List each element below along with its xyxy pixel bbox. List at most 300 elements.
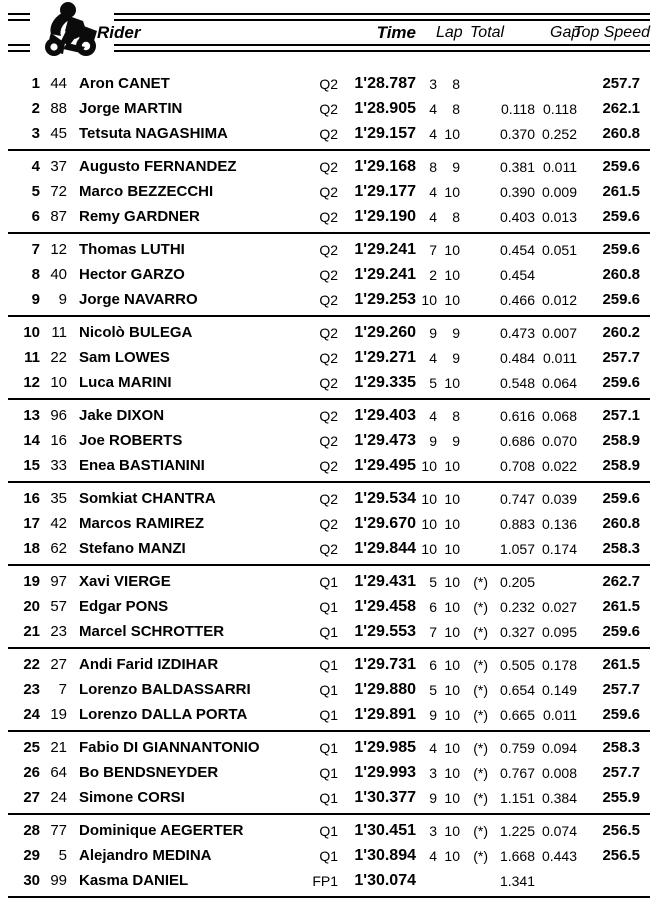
row-group xyxy=(8,151,650,234)
rider-number: 96 xyxy=(50,407,67,424)
session-label: Q2 xyxy=(319,241,338,258)
lap-number: 10 xyxy=(421,457,437,474)
lap-number: 4 xyxy=(429,739,437,756)
session-label: Q2 xyxy=(319,490,338,507)
top-speed: 257.1 xyxy=(602,407,640,424)
gap-to-leader: 1.341 xyxy=(499,872,535,889)
gap-to-leader: 0.686 xyxy=(499,432,535,449)
position-number: 13 xyxy=(23,407,40,424)
gap-to-leader: 0.205 xyxy=(499,573,535,590)
total-laps: 9 xyxy=(452,432,460,449)
lap-time: 1'29.260 xyxy=(354,323,416,341)
gap-to-previous: 0.064 xyxy=(541,374,577,391)
rider-name: Bo BENDSNEYDER xyxy=(79,764,219,781)
position-number: 22 xyxy=(23,656,40,673)
total-laps: 9 xyxy=(452,349,460,366)
rider-number: 97 xyxy=(50,573,67,590)
top-speed: 260.8 xyxy=(602,266,640,283)
rider-name: Fabio DI GIANNANTONIO xyxy=(79,739,260,756)
position-number: 24 xyxy=(23,706,40,723)
rider-name: Andi Farid IZDIHAR xyxy=(79,656,219,673)
lap-number: 3 xyxy=(429,75,437,92)
position-number: 7 xyxy=(31,241,40,258)
rider-number: 40 xyxy=(50,266,67,283)
session-label: Q1 xyxy=(319,656,338,673)
total-laps: 8 xyxy=(452,75,460,92)
top-speed: 258.9 xyxy=(602,457,640,474)
total-laps: 10 xyxy=(444,540,460,557)
rider-name: Xavi VIERGE xyxy=(79,573,171,590)
position-number: 3 xyxy=(31,125,40,142)
rider-name: Augusto FERNANDEZ xyxy=(79,158,237,175)
gap-to-leader: 0.232 xyxy=(499,598,535,615)
top-speed: 260.8 xyxy=(602,125,640,142)
top-speed: 256.5 xyxy=(602,847,640,864)
gap-to-previous: 0.074 xyxy=(541,822,577,839)
total-laps: 10 xyxy=(444,490,460,507)
position-number: 15 xyxy=(23,457,40,474)
session-label: Q1 xyxy=(319,573,338,590)
total-laps: 10 xyxy=(444,656,460,673)
rider-name: Aron CANET xyxy=(79,75,170,92)
column-header-rider: Rider xyxy=(97,23,141,42)
row-group xyxy=(8,649,650,732)
total-laps: 10 xyxy=(444,681,460,698)
lap-time: 1'29.473 xyxy=(354,431,416,449)
lap-number: 4 xyxy=(429,847,437,864)
rider-name: Stefano MANZI xyxy=(79,540,186,557)
column-header-top-speed: Top Speed xyxy=(573,24,650,41)
session-label: Q1 xyxy=(319,822,338,839)
table-row xyxy=(8,511,650,536)
top-speed: 258.9 xyxy=(602,432,640,449)
top-speed: 255.9 xyxy=(602,789,640,806)
table-row xyxy=(8,154,650,179)
gap-to-leader: 1.225 xyxy=(499,822,535,839)
position-number: 8 xyxy=(31,266,40,283)
top-speed: 259.6 xyxy=(602,208,640,225)
rider-number: 77 xyxy=(50,822,67,839)
lap-number: 6 xyxy=(429,598,437,615)
gap-to-leader: 0.505 xyxy=(499,656,535,673)
rider-number: 27 xyxy=(50,656,67,673)
gap-to-leader: 0.654 xyxy=(499,681,535,698)
rider-name: Lorenzo DALLA PORTA xyxy=(79,706,248,723)
top-speed: 256.5 xyxy=(602,822,640,839)
position-number: 21 xyxy=(23,623,40,640)
table-row xyxy=(8,453,650,478)
position-number: 27 xyxy=(23,789,40,806)
rider-number: 99 xyxy=(50,872,67,889)
lap-number: 5 xyxy=(429,681,437,698)
top-speed: 261.5 xyxy=(602,183,640,200)
position-number: 9 xyxy=(31,291,40,308)
lap-number: 3 xyxy=(429,764,437,781)
lap-time: 1'29.670 xyxy=(354,514,416,532)
table-row xyxy=(8,96,650,121)
lap-time: 1'30.074 xyxy=(354,871,416,889)
rider-number: 7 xyxy=(58,681,67,698)
rider-number: 37 xyxy=(50,158,67,175)
table-row xyxy=(8,179,650,204)
position-number: 4 xyxy=(31,158,40,175)
gap-to-previous: 0.252 xyxy=(541,125,577,142)
lap-time: 1'30.377 xyxy=(354,788,416,806)
session-label: Q1 xyxy=(319,706,338,723)
table-row xyxy=(8,785,650,810)
gap-to-previous: 0.174 xyxy=(541,540,577,557)
session-label: Q2 xyxy=(319,100,338,117)
table-row xyxy=(8,619,650,644)
session-label: Q2 xyxy=(319,158,338,175)
q1-marker: (*) xyxy=(473,656,488,673)
lap-time: 1'29.553 xyxy=(354,622,416,640)
gap-to-leader: 0.548 xyxy=(499,374,535,391)
position-number: 26 xyxy=(23,764,40,781)
session-label: Q1 xyxy=(319,764,338,781)
gap-to-previous: 0.013 xyxy=(541,208,577,225)
gap-to-leader: 0.616 xyxy=(499,407,535,424)
lap-time: 1'29.168 xyxy=(354,157,416,175)
session-label: Q1 xyxy=(319,598,338,615)
top-speed: 262.1 xyxy=(602,100,640,117)
top-speed: 257.7 xyxy=(602,764,640,781)
lap-time: 1'29.271 xyxy=(354,348,416,366)
top-speed: 257.7 xyxy=(602,681,640,698)
gap-to-previous: 0.149 xyxy=(541,681,577,698)
gap-to-previous: 0.178 xyxy=(541,656,577,673)
table-row xyxy=(8,843,650,868)
total-laps: 10 xyxy=(444,515,460,532)
q1-marker: (*) xyxy=(473,681,488,698)
lap-number: 7 xyxy=(429,623,437,640)
total-laps: 10 xyxy=(444,266,460,283)
gap-to-leader: 0.390 xyxy=(499,183,535,200)
rider-name: Simone CORSI xyxy=(79,789,185,806)
gap-to-previous: 0.022 xyxy=(541,457,577,474)
table-row xyxy=(8,403,650,428)
table-row xyxy=(8,486,650,511)
lap-time: 1'28.905 xyxy=(354,99,416,117)
total-laps: 10 xyxy=(444,847,460,864)
top-speed: 260.2 xyxy=(602,324,640,341)
lap-number: 9 xyxy=(429,324,437,341)
session-label: Q2 xyxy=(319,183,338,200)
lap-number: 10 xyxy=(421,515,437,532)
rider-number: 57 xyxy=(50,598,67,615)
lap-time: 1'29.731 xyxy=(354,655,416,673)
total-laps: 10 xyxy=(444,457,460,474)
lap-time: 1'29.177 xyxy=(354,182,416,200)
rider-name: Jorge MARTIN xyxy=(79,100,183,117)
top-speed: 259.6 xyxy=(602,623,640,640)
gap-to-leader: 0.466 xyxy=(499,291,535,308)
rider-number: 19 xyxy=(50,706,67,723)
gap-to-previous: 0.007 xyxy=(541,324,577,341)
top-speed: 259.6 xyxy=(602,241,640,258)
rider-name: Edgar PONS xyxy=(79,598,169,615)
session-label: FP1 xyxy=(312,872,338,889)
q1-marker: (*) xyxy=(473,573,488,590)
rider-number: 35 xyxy=(50,490,67,507)
session-label: Q2 xyxy=(319,291,338,308)
lap-number: 5 xyxy=(429,374,437,391)
session-label: Q2 xyxy=(319,266,338,283)
gap-to-previous: 0.012 xyxy=(541,291,577,308)
rider-number: 9 xyxy=(58,291,67,308)
gap-to-leader: 0.708 xyxy=(499,457,535,474)
position-number: 1 xyxy=(31,75,40,92)
gap-to-leader: 0.370 xyxy=(499,125,535,142)
q1-marker: (*) xyxy=(473,739,488,756)
results-table xyxy=(0,68,658,898)
table-row xyxy=(8,735,650,760)
session-label: Q2 xyxy=(319,75,338,92)
rider-name: Marcos RAMIREZ xyxy=(79,515,205,532)
position-number: 28 xyxy=(23,822,40,839)
gap-to-previous: 0.011 xyxy=(543,158,577,175)
position-number: 19 xyxy=(23,573,40,590)
rider-number: 42 xyxy=(50,515,67,532)
gap-to-previous: 0.136 xyxy=(541,515,577,532)
gap-to-previous: 0.070 xyxy=(541,432,577,449)
session-label: Q2 xyxy=(319,324,338,341)
rider-name: Jake DIXON xyxy=(79,407,165,424)
rider-number: 21 xyxy=(50,739,67,756)
session-label: Q1 xyxy=(319,789,338,806)
top-speed: 262.7 xyxy=(602,573,640,590)
gap-to-previous: 0.384 xyxy=(541,789,577,806)
gap-to-leader: 1.057 xyxy=(499,540,535,557)
rider-name: Marco BEZZECCHI xyxy=(79,183,214,200)
lap-number: 3 xyxy=(429,822,437,839)
table-row xyxy=(8,818,650,843)
total-laps: 8 xyxy=(452,407,460,424)
table-row xyxy=(8,594,650,619)
lap-time: 1'30.451 xyxy=(354,821,416,839)
session-label: Q1 xyxy=(319,739,338,756)
lap-time: 1'29.534 xyxy=(354,489,416,507)
gap-to-leader: 0.381 xyxy=(499,158,535,175)
table-row xyxy=(8,237,650,262)
lap-number: 10 xyxy=(421,540,437,557)
position-number: 20 xyxy=(23,598,40,615)
total-laps: 10 xyxy=(444,739,460,756)
top-speed: 260.8 xyxy=(602,515,640,532)
table-row xyxy=(8,702,650,727)
lap-number: 4 xyxy=(429,349,437,366)
gap-to-leader: 0.454 xyxy=(499,241,535,258)
gap-to-previous: 0.011 xyxy=(543,349,577,366)
gap-to-previous: 0.027 xyxy=(541,598,577,615)
column-header-gap: Gap xyxy=(550,24,581,41)
top-speed: 258.3 xyxy=(602,739,640,756)
rider-number: 24 xyxy=(50,789,67,806)
position-number: 25 xyxy=(23,739,40,756)
total-laps: 10 xyxy=(444,789,460,806)
gap-to-previous: 0.095 xyxy=(541,623,577,640)
gap-to-leader: 0.484 xyxy=(499,349,535,366)
rider-number: 62 xyxy=(50,540,67,557)
row-group xyxy=(8,234,650,317)
table-row xyxy=(8,569,650,594)
gap-to-leader: 0.759 xyxy=(499,739,535,756)
lap-number: 2 xyxy=(429,266,437,283)
lap-number: 4 xyxy=(429,407,437,424)
lap-time: 1'29.993 xyxy=(354,763,416,781)
total-laps: 10 xyxy=(444,374,460,391)
session-label: Q1 xyxy=(319,847,338,864)
lap-time: 1'30.894 xyxy=(354,846,416,864)
total-laps: 9 xyxy=(452,158,460,175)
q1-marker: (*) xyxy=(473,847,488,864)
gap-to-previous: 0.008 xyxy=(541,764,577,781)
session-label: Q2 xyxy=(319,407,338,424)
q1-marker: (*) xyxy=(473,822,488,839)
lap-number: 4 xyxy=(429,208,437,225)
total-laps: 9 xyxy=(452,324,460,341)
rider-name: Dominique AEGERTER xyxy=(79,822,244,839)
table-row xyxy=(8,121,650,146)
lap-time: 1'29.458 xyxy=(354,597,416,615)
position-number: 18 xyxy=(23,540,40,557)
rider-name: Hector GARZO xyxy=(79,266,185,283)
rider-name: Remy GARDNER xyxy=(79,208,200,225)
row-group xyxy=(8,317,650,400)
position-number: 14 xyxy=(23,432,40,449)
session-label: Q2 xyxy=(319,515,338,532)
lap-time: 1'29.880 xyxy=(354,680,416,698)
position-number: 6 xyxy=(31,208,40,225)
table-row xyxy=(8,204,650,229)
session-label: Q2 xyxy=(319,432,338,449)
top-speed: 259.6 xyxy=(602,706,640,723)
gap-to-previous: 0.039 xyxy=(541,490,577,507)
top-speed: 257.7 xyxy=(602,349,640,366)
table-row xyxy=(8,677,650,702)
lap-time: 1'29.891 xyxy=(354,705,416,723)
rider-name: Kasma DANIEL xyxy=(79,872,189,889)
lap-time: 1'28.787 xyxy=(354,74,416,92)
gap-to-previous: 0.011 xyxy=(543,706,577,723)
gap-to-leader: 0.327 xyxy=(499,623,535,640)
lap-number: 9 xyxy=(429,432,437,449)
session-label: Q2 xyxy=(319,125,338,142)
table-row xyxy=(8,370,650,395)
lap-number: 10 xyxy=(421,490,437,507)
total-laps: 10 xyxy=(444,125,460,142)
lap-time: 1'29.403 xyxy=(354,406,416,424)
rider-name: Joe ROBERTS xyxy=(79,432,183,449)
position-number: 29 xyxy=(23,847,40,864)
table-row xyxy=(8,345,650,370)
lap-number: 9 xyxy=(429,789,437,806)
lap-number: 6 xyxy=(429,656,437,673)
session-label: Q2 xyxy=(319,540,338,557)
session-label: Q2 xyxy=(319,349,338,366)
top-speed: 259.6 xyxy=(602,158,640,175)
gap-to-leader: 1.668 xyxy=(499,847,535,864)
lap-time: 1'29.431 xyxy=(354,572,416,590)
gap-to-leader: 0.883 xyxy=(499,515,535,532)
row-group xyxy=(8,732,650,815)
lap-number: 4 xyxy=(429,183,437,200)
table-row xyxy=(8,428,650,453)
session-label: Q2 xyxy=(319,208,338,225)
gap-to-previous: 0.094 xyxy=(541,739,577,756)
lap-time: 1'29.335 xyxy=(354,373,416,391)
position-number: 5 xyxy=(31,183,40,200)
lap-number: 4 xyxy=(429,100,437,117)
position-number: 12 xyxy=(23,374,40,391)
table-row xyxy=(8,262,650,287)
gap-to-previous: 0.443 xyxy=(541,847,577,864)
rider-number: 72 xyxy=(50,183,67,200)
top-speed: 261.5 xyxy=(602,598,640,615)
rider-name: Lorenzo BALDASSARRI xyxy=(79,681,251,698)
rider-name: Enea BASTIANINI xyxy=(79,457,205,474)
row-group xyxy=(8,815,650,898)
position-number: 11 xyxy=(24,349,40,366)
rider-number: 16 xyxy=(50,432,67,449)
top-speed: 258.3 xyxy=(602,540,640,557)
q1-marker: (*) xyxy=(473,789,488,806)
top-speed: 259.6 xyxy=(602,490,640,507)
total-laps: 10 xyxy=(444,598,460,615)
q1-marker: (*) xyxy=(473,598,488,615)
lap-time: 1'29.844 xyxy=(354,539,416,557)
rider-name: Alejandro MEDINA xyxy=(79,847,212,864)
gap-to-leader: 0.473 xyxy=(499,324,535,341)
rider-number: 5 xyxy=(58,847,67,864)
lap-number: 7 xyxy=(429,241,437,258)
total-laps: 10 xyxy=(444,183,460,200)
top-speed: 257.7 xyxy=(602,75,640,92)
rider-number: 10 xyxy=(50,374,67,391)
gap-to-previous: 0.068 xyxy=(541,407,577,424)
top-speed: 259.6 xyxy=(602,291,640,308)
total-laps: 10 xyxy=(444,623,460,640)
gap-to-previous: 0.009 xyxy=(541,183,577,200)
position-number: 23 xyxy=(23,681,40,698)
total-laps: 10 xyxy=(444,822,460,839)
lap-time: 1'29.157 xyxy=(354,124,416,142)
gap-to-leader: 0.454 xyxy=(499,266,535,283)
total-laps: 10 xyxy=(444,706,460,723)
row-group xyxy=(8,566,650,649)
top-speed: 259.6 xyxy=(602,374,640,391)
lap-number: 5 xyxy=(429,573,437,590)
rider-name: Marcel SCHROTTER xyxy=(79,623,225,640)
q1-marker: (*) xyxy=(473,764,488,781)
gap-to-leader: 1.151 xyxy=(499,789,535,806)
rider-name: Thomas LUTHI xyxy=(79,241,185,258)
lap-number: 9 xyxy=(429,706,437,723)
lap-time: 1'29.253 xyxy=(354,290,416,308)
q1-marker: (*) xyxy=(473,623,488,640)
table-row xyxy=(8,652,650,677)
table-row xyxy=(8,287,650,312)
lap-time: 1'29.241 xyxy=(354,240,416,258)
table-row xyxy=(8,868,650,893)
lap-number: 8 xyxy=(429,158,437,175)
gap-to-leader: 0.665 xyxy=(499,706,535,723)
column-header-total: Total xyxy=(470,24,505,41)
row-group xyxy=(8,400,650,483)
rider-name: Nicolò BULEGA xyxy=(79,324,193,341)
session-label: Q2 xyxy=(319,457,338,474)
rider-number: 11 xyxy=(51,324,67,341)
